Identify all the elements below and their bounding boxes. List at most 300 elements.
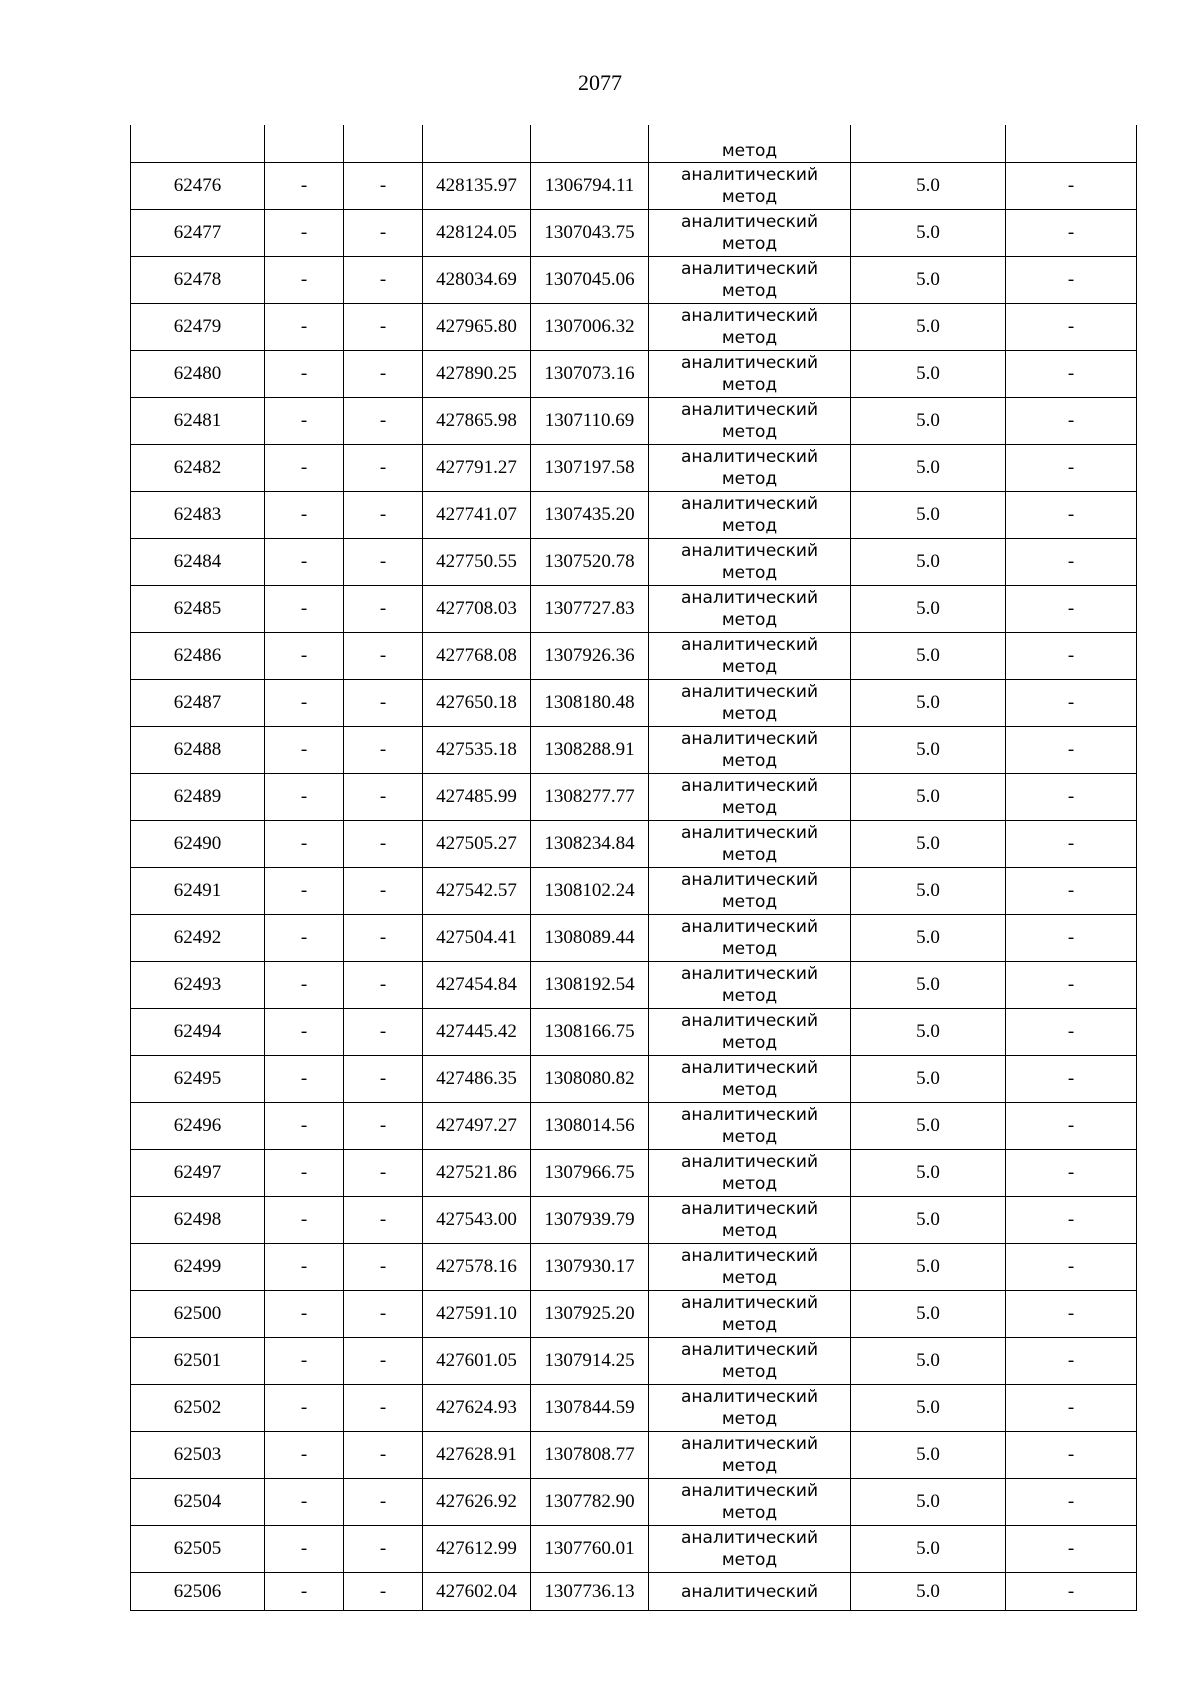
y-coordinate-cell: 1308277.77 [531,774,649,821]
table-row [131,304,1137,351]
method-cell [649,163,851,210]
column-8-cell: - [1006,1197,1137,1244]
method-line-2: метод [721,986,778,1006]
point-id-cell: 62484 [131,539,265,586]
coordinates-table [130,125,1137,1611]
accuracy-cell: 5.0 [851,210,1006,257]
table-row [131,633,1137,680]
point-id-cell: 62498 [131,1197,265,1244]
column-3-cell: - [344,492,423,539]
y-coordinate-cell: 1307435.20 [531,492,649,539]
method-line-1: аналитический [680,165,819,185]
point-id-cell: 62483 [131,492,265,539]
x-coordinate-cell: 427865.98 [423,398,531,445]
table-row [131,398,1137,445]
method-line-1: аналитический [680,823,819,843]
column-3-cell: - [344,774,423,821]
column-2-cell: - [265,680,344,727]
method-line-1: аналитический [680,1199,819,1219]
column-3-cell: - [344,257,423,304]
y-coordinate-cell: 1308014.56 [531,1103,649,1150]
table-row [131,1479,1137,1526]
x-coordinate-cell: 427768.08 [423,633,531,680]
point-id-cell: 62492 [131,915,265,962]
point-id-cell: 62503 [131,1432,265,1479]
method-line-2: метод [721,1409,778,1429]
y-coordinate-cell: 1306794.11 [531,163,649,210]
method-line-1: аналитический [680,1528,819,1548]
column-2-cell: - [265,868,344,915]
point-id-cell: 62497 [131,1150,265,1197]
accuracy-cell: 5.0 [851,445,1006,492]
column-8-cell: - [1006,210,1137,257]
point-id-cell: 62505 [131,1526,265,1573]
y-coordinate-cell: 1308180.48 [531,680,649,727]
method-line-1: аналитический [680,1387,819,1407]
column-3-cell: - [344,1385,423,1432]
accuracy-cell: 5.0 [851,1479,1006,1526]
y-coordinate-cell: 1307006.32 [531,304,649,351]
column-8-cell: - [1006,445,1137,492]
method-cell [649,586,851,633]
column-8-cell: - [1006,1573,1137,1611]
method-line-2: метод [721,1033,778,1053]
accuracy-cell: 5.0 [851,351,1006,398]
x-coordinate-cell: 427504.41 [423,915,531,962]
method-line-2: метод [721,469,778,489]
accuracy-cell: 5.0 [851,398,1006,445]
table-row [131,210,1137,257]
y-coordinate-cell: 1307110.69 [531,398,649,445]
table-row [131,680,1137,727]
method-line-2: метод [721,798,778,818]
method-cell [649,1150,851,1197]
point-id-cell: 62495 [131,1056,265,1103]
x-coordinate-cell: 428135.97 [423,163,531,210]
accuracy-cell: 5.0 [851,539,1006,586]
method-cell [649,821,851,868]
column-3-cell: - [344,1056,423,1103]
column-2-cell: - [265,1009,344,1056]
method-cell: метод [649,125,851,163]
x-coordinate-cell: 427650.18 [423,680,531,727]
method-line-2: метод [721,1456,778,1476]
method-line-1: аналитический [680,682,819,702]
y-coordinate-cell: 1307197.58 [531,445,649,492]
column-2-cell: - [265,163,344,210]
method-line-2: метод [721,1503,778,1523]
x-coordinate-cell: 427791.27 [423,445,531,492]
y-coordinate-cell: 1307926.36 [531,633,649,680]
y-coordinate-cell: 1307736.13 [531,1573,649,1611]
x-coordinate-cell: 427591.10 [423,1291,531,1338]
column-3-cell: - [344,1150,423,1197]
x-coordinate-cell: 427890.25 [423,351,531,398]
method-line-1: аналитический [680,635,819,655]
method-line-2: метод [721,1550,778,1570]
y-coordinate-cell: 1308192.54 [531,962,649,1009]
x-coordinate-cell: 427602.04 [423,1573,531,1611]
x-coordinate-cell: 427708.03 [423,586,531,633]
column-2-cell: - [265,539,344,586]
method-line-1: аналитический [680,964,819,984]
column-3-cell: - [344,304,423,351]
column-8-cell: - [1006,398,1137,445]
x-coordinate-cell: 427601.05 [423,1338,531,1385]
column-8-cell: - [1006,304,1137,351]
accuracy-cell: 5.0 [851,1056,1006,1103]
table-row [131,1197,1137,1244]
table-row [131,1526,1137,1573]
y-coordinate-cell: 1307966.75 [531,1150,649,1197]
column-2-cell: - [265,1526,344,1573]
method-line-1: аналитический [680,447,819,467]
table-row [131,586,1137,633]
method-line-1: аналитический [680,588,819,608]
method-line-2: метод [721,422,778,442]
x-coordinate-cell: 427521.86 [423,1150,531,1197]
method-line-1: аналитический [680,1011,819,1031]
column-3-cell: - [344,351,423,398]
method-line-2: метод [721,1221,778,1241]
method-line-1: аналитический [680,729,819,749]
method-line-1: аналитический [680,1058,819,1078]
column-8-cell: - [1006,1291,1137,1338]
table-row [131,1573,1137,1611]
method-cell [649,210,851,257]
column-8-cell: - [1006,1056,1137,1103]
method-line-2: метод [721,563,778,583]
method-line-2: метод [721,610,778,630]
table-row [131,1244,1137,1291]
column-2-cell: - [265,398,344,445]
y-coordinate-cell: 1307727.83 [531,586,649,633]
column-8-cell: - [1006,257,1137,304]
method-line-1: аналитический [680,1481,819,1501]
y-coordinate-cell: 1307939.79 [531,1197,649,1244]
column-3-cell: - [344,398,423,445]
y-coordinate-cell: 1307925.20 [531,1291,649,1338]
method-cell [649,1385,851,1432]
column-8-cell: - [1006,1385,1137,1432]
point-id-cell: 62486 [131,633,265,680]
method-cell [649,680,851,727]
point-id-cell: 62476 [131,163,265,210]
method-line-1: аналитический [680,1246,819,1266]
y-coordinate-cell: 1308234.84 [531,821,649,868]
point-id-cell: 62490 [131,821,265,868]
method-line-2: метод [721,751,778,771]
method-line-1: аналитический [680,1293,819,1313]
y-coordinate-cell: 1308080.82 [531,1056,649,1103]
point-id-cell: 62494 [131,1009,265,1056]
method-cell [649,774,851,821]
method-cell [649,633,851,680]
accuracy-cell: 5.0 [851,915,1006,962]
method-cell [649,492,851,539]
table-row [131,257,1137,304]
accuracy-cell: 5.0 [851,1244,1006,1291]
column-8-cell: - [1006,539,1137,586]
point-id-cell: 62481 [131,398,265,445]
method-line-2: метод [721,516,778,536]
point-id-cell: 62477 [131,210,265,257]
method-cell [649,1573,851,1611]
column-3-cell: - [344,633,423,680]
method-cell [649,1197,851,1244]
column-3-cell: - [344,163,423,210]
y-coordinate-cell: 1307808.77 [531,1432,649,1479]
point-id-cell: 62480 [131,351,265,398]
x-coordinate-cell: 427578.16 [423,1244,531,1291]
x-coordinate-cell: 428124.05 [423,210,531,257]
method-cell [649,1526,851,1573]
method-line-1: аналитический [680,541,819,561]
column-8-cell: - [1006,962,1137,1009]
table-row [131,445,1137,492]
accuracy-cell: 5.0 [851,1385,1006,1432]
method-cell [649,1479,851,1526]
accuracy-cell: 5.0 [851,304,1006,351]
method-line-1: аналитический [680,306,819,326]
column-3-cell: - [344,586,423,633]
method-cell [649,351,851,398]
accuracy-cell: 5.0 [851,1291,1006,1338]
column-3-cell: - [344,868,423,915]
y-coordinate-cell: 1307073.16 [531,351,649,398]
column-2-cell: - [265,586,344,633]
method-line-1: аналитический [680,870,819,890]
y-coordinate-cell: 1307914.25 [531,1338,649,1385]
method-cell [649,445,851,492]
column-3-cell: - [344,1573,423,1611]
table-row [131,774,1137,821]
method-cell [649,1103,851,1150]
column-2-cell: - [265,351,344,398]
column-8-cell: - [1006,727,1137,774]
x-coordinate-cell: 427543.00 [423,1197,531,1244]
x-coordinate-cell: 427542.57 [423,868,531,915]
point-id-cell: 62493 [131,962,265,1009]
column-3-cell: - [344,1244,423,1291]
method-line-2: метод [721,328,778,348]
column-8-cell: - [1006,586,1137,633]
y-coordinate-cell: 1307930.17 [531,1244,649,1291]
column-3-cell: - [344,915,423,962]
column-3-cell: - [344,210,423,257]
table-row [131,962,1137,1009]
column-2-cell: - [265,821,344,868]
method-cell [649,539,851,586]
method-line-1: аналитический [680,1434,819,1454]
y-coordinate-cell: 1307520.78 [531,539,649,586]
x-coordinate-cell: 427486.35 [423,1056,531,1103]
x-coordinate-cell: 427505.27 [423,821,531,868]
accuracy-cell: 5.0 [851,586,1006,633]
column-8-cell: - [1006,1009,1137,1056]
column-3-cell: - [344,680,423,727]
column-8-cell: - [1006,1338,1137,1385]
method-line-2: метод [721,657,778,677]
column-2-cell: - [265,727,344,774]
method-cell [649,1244,851,1291]
column-3-cell: - [344,1103,423,1150]
column-2-cell: - [265,492,344,539]
y-coordinate-cell: 1308102.24 [531,868,649,915]
column-3-cell: - [344,445,423,492]
method-line-1: аналитический [680,776,819,796]
column-2-cell: - [265,1197,344,1244]
point-id-cell: 62479 [131,304,265,351]
y-coordinate-cell: 1308089.44 [531,915,649,962]
x-coordinate-cell: 427965.80 [423,304,531,351]
column-2-cell: - [265,1432,344,1479]
column-2-cell: - [265,1479,344,1526]
column-8-cell: - [1006,915,1137,962]
point-id-cell: 62502 [131,1385,265,1432]
method-line-1: аналитический [680,1340,819,1360]
accuracy-cell: 5.0 [851,1526,1006,1573]
x-coordinate-cell: 427750.55 [423,539,531,586]
column-3-cell: - [344,1009,423,1056]
table-row [131,163,1137,210]
column-2-cell: - [265,1103,344,1150]
y-coordinate-cell: 1307782.90 [531,1479,649,1526]
method-cell [649,915,851,962]
column-8-cell: - [1006,1526,1137,1573]
column-8-cell: - [1006,351,1137,398]
column-3-cell: - [344,1479,423,1526]
accuracy-cell: 5.0 [851,1103,1006,1150]
column-8-cell: - [1006,1432,1137,1479]
method-cell [649,257,851,304]
method-line-1: аналитический [680,494,819,514]
method-line-2: метод [721,704,778,724]
accuracy-cell: 5.0 [851,163,1006,210]
x-coordinate-cell: 427454.84 [423,962,531,1009]
column-8-cell: - [1006,1103,1137,1150]
method-line-2: метод [721,1315,778,1335]
column-8-cell: - [1006,774,1137,821]
method-cell [649,1056,851,1103]
y-coordinate-cell: 1308166.75 [531,1009,649,1056]
point-id-cell: 62499 [131,1244,265,1291]
x-coordinate-cell: 427626.92 [423,1479,531,1526]
point-id-cell: 62489 [131,774,265,821]
column-8-cell: - [1006,163,1137,210]
point-id-cell: 62504 [131,1479,265,1526]
method-cell [649,304,851,351]
y-coordinate-cell: 1307045.06 [531,257,649,304]
method-line-2: метод [721,1174,778,1194]
accuracy-cell: 5.0 [851,1150,1006,1197]
method-line-2: метод [721,375,778,395]
method-cell [649,1338,851,1385]
accuracy-cell: 5.0 [851,1338,1006,1385]
accuracy-cell: 5.0 [851,257,1006,304]
column-3-cell: - [344,1197,423,1244]
point-id-cell: 62501 [131,1338,265,1385]
table-row [131,1103,1137,1150]
x-coordinate-cell: 427624.93 [423,1385,531,1432]
column-2-cell: - [265,445,344,492]
column-2-cell: - [265,1338,344,1385]
table-row [131,727,1137,774]
method-line-2: метод [721,939,778,959]
table-row [131,915,1137,962]
method-line-2: метод [721,1127,778,1147]
table-row [131,1056,1137,1103]
method-line-1: аналитический [680,917,819,937]
column-8-cell: - [1006,821,1137,868]
column-8-cell: - [1006,633,1137,680]
x-coordinate-cell: 427485.99 [423,774,531,821]
column-2-cell: - [265,1150,344,1197]
table-row [131,351,1137,398]
method-line-1: аналитический [680,259,819,279]
method-line-2: метод [721,1268,778,1288]
column-3-cell: - [344,962,423,1009]
y-coordinate-cell: 1307760.01 [531,1526,649,1573]
accuracy-cell: 5.0 [851,727,1006,774]
accuracy-cell: 5.0 [851,492,1006,539]
column-2-cell: - [265,1385,344,1432]
column-8-cell: - [1006,1244,1137,1291]
method-cell [649,1432,851,1479]
x-coordinate-cell: 428034.69 [423,257,531,304]
table-row [131,1291,1137,1338]
y-coordinate-cell: 1308288.91 [531,727,649,774]
column-2-cell: - [265,962,344,1009]
table-row [131,868,1137,915]
method-line-1: аналитический [680,400,819,420]
continued-row [131,125,1137,163]
method-line-2: метод [721,234,778,254]
column-2-cell: - [265,1244,344,1291]
table-row [131,821,1137,868]
x-coordinate-cell: 427628.91 [423,1432,531,1479]
method-cell [649,868,851,915]
method-cell [649,727,851,774]
column-2-cell: - [265,257,344,304]
column-8-cell: - [1006,1150,1137,1197]
method-line-2: метод [721,892,778,912]
point-id-cell: 62500 [131,1291,265,1338]
column-2-cell: - [265,774,344,821]
column-2-cell: - [265,915,344,962]
x-coordinate-cell: 427497.27 [423,1103,531,1150]
accuracy-cell: 5.0 [851,680,1006,727]
table-row [131,1009,1137,1056]
method-line-1: аналитический [680,1105,819,1125]
x-coordinate-cell: 427612.99 [423,1526,531,1573]
column-3-cell: - [344,1291,423,1338]
column-2-cell: - [265,304,344,351]
method-line-2: метод [721,1080,778,1100]
x-coordinate-cell: 427535.18 [423,727,531,774]
y-coordinate-cell: 1307844.59 [531,1385,649,1432]
method-line-2: метод [721,845,778,865]
method-line-1: аналитический [680,212,819,232]
column-2-cell: - [265,1573,344,1611]
method-line-1: аналитический [680,1152,819,1172]
column-8-cell: - [1006,1479,1137,1526]
column-2-cell: - [265,210,344,257]
point-id-cell: 62496 [131,1103,265,1150]
column-3-cell: - [344,1338,423,1385]
point-id-cell: 62506 [131,1573,265,1611]
accuracy-cell: 5.0 [851,1197,1006,1244]
